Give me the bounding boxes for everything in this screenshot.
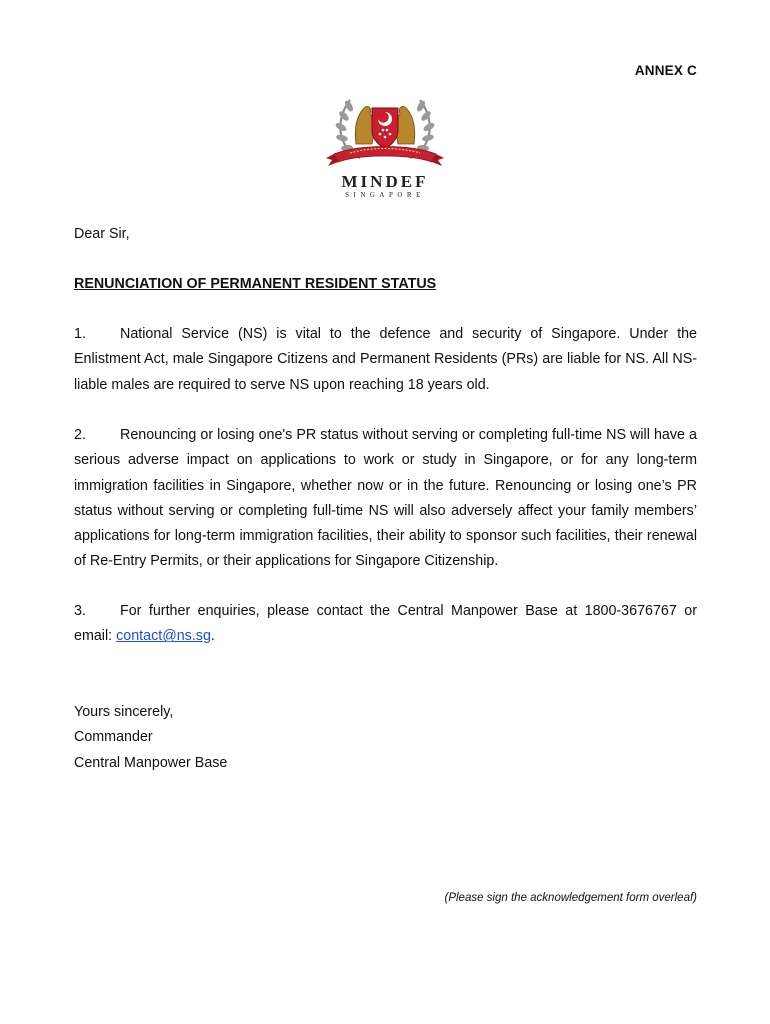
paragraph-number: 1. [74,326,86,342]
signatory-title: Commander [74,729,153,746]
letter-subject: RENUNCIATION OF PERMANENT RESIDENT STATUS [74,276,437,292]
paragraph-text: Renouncing or losing one's PR status without serving or completing full-time NS will have a serious adverse impact on applications to work or study in Singapore, or for any long-term immigration facilities in Singapore, whether now or in the future. Renouncing or losing one’s PR status without serving or completing full-time NS will also adversely affect your family members’ applications for long-term immigration facilities, their ability to sponsor such facilities, their renewal of Re-Entry Permits, or their applications for Singapore Citizenship. [74,427,697,570]
paragraph-1 [74,322,697,398]
mindef-crest-icon [320,86,450,170]
closing-line: Yours sincerely, [74,704,174,720]
footer-note: (Please sign the acknowledgement form overleaf) [444,892,697,904]
salutation: Dear Sir, [74,226,130,242]
email-link[interactable]: contact@ns.sg [116,628,211,645]
logo-wordmark: MINDEF [341,172,429,191]
logo-subtitle: SINGAPORE [345,191,425,199]
paragraph-text: National Service (NS) is vital to the defence and security of Singapore. Under the Enlistment Act, male Singapore Citizens and Permanent Residents (PRs) are liable for NS. All NS-liable males are required to serve NS upon reaching 18 years old. [74,326,697,393]
paragraph-text: For further enquiries, please contact the Central Manpower Base at 1800-3676767 or email: [74,603,697,645]
signatory-unit: Central Manpower Base [74,754,228,771]
paragraph-3 [74,599,697,650]
paragraph-end: . [210,628,215,645]
closing-block [74,700,697,776]
annex-label: ANNEX C [634,63,697,78]
paragraph-2 [74,423,697,575]
paragraph-number: 2. [74,427,86,443]
paragraph-number: 3. [74,603,86,619]
